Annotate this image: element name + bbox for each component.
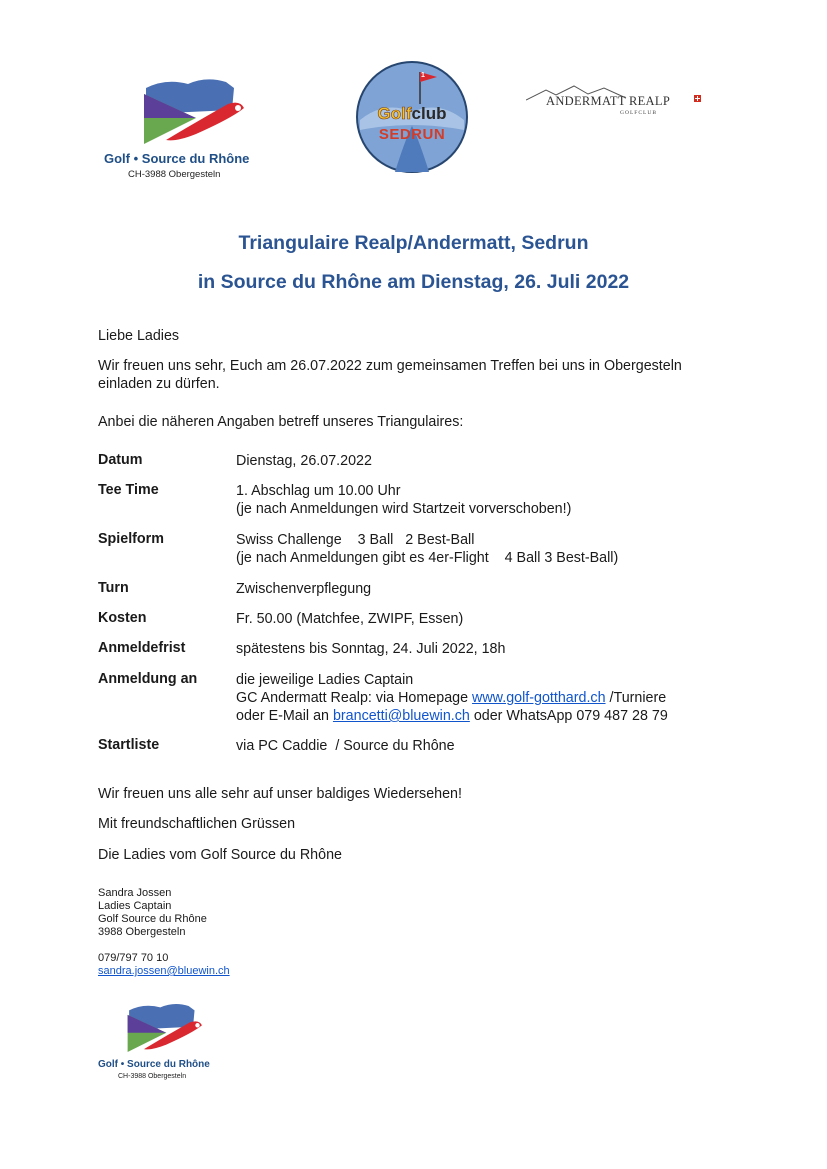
sedrun-place-text: SEDRUN: [378, 126, 446, 143]
logo-andermatt-realp: [526, 84, 706, 124]
intro-line-1: Wir freuen uns sehr, Euch am 26.07.2022 zum gemeinsamen Treffen bei uns in Obergesteln: [98, 358, 682, 374]
title-line-1: Triangulaire Realp/Andermatt, Sedrun: [238, 232, 589, 254]
spielform-label: Spielform: [98, 531, 164, 547]
source-du-rhone-name: Golf • Source du Rhône: [104, 151, 250, 166]
anmeldung-value-3-pre: oder E-Mail an: [236, 708, 333, 724]
signature-email-link[interactable]: sandra.jossen@bluewin.ch: [98, 965, 230, 977]
datum-value: Dienstag, 26.07.2022: [236, 453, 372, 469]
closing-line-2: Mit freundschaftlichen Grüssen: [98, 816, 296, 832]
footer-logo-address: CH-3988 Obergesteln: [118, 1073, 187, 1080]
title-line-2: in Source du Rhône am Dienstag, 26. Juli 2022: [197, 271, 630, 293]
brancetti-email-link[interactable]: brancetti@bluewin.ch: [332, 708, 470, 724]
closing-line-1: Wir freuen uns alle sehr auf unser baldiges Wiedersehen!: [98, 786, 462, 802]
sedrun-golf-text: Golf: [377, 104, 412, 123]
anmeldefrist-value: spätestens bis Sonntag, 24. Juli 2022, 18h: [236, 641, 506, 657]
footer-emblem-icon: [120, 1000, 220, 1058]
source-du-rhone-address: CH-3988 Obergesteln: [128, 169, 221, 180]
anmeldung-label: Anmeldung an: [98, 671, 198, 687]
footer-logo-source-du-rhone: [98, 1000, 218, 1084]
anmeldung-value-2-post: /Turniere: [605, 690, 667, 706]
turn-value: Zwischenverpflegung: [236, 581, 372, 597]
turn-label: Turn: [98, 580, 129, 596]
kosten-value: Fr. 50.00 (Matchfee, ZWIPF, Essen): [236, 611, 464, 627]
signature-club: Golf Source du Rhône: [98, 913, 207, 925]
signature-role: Ladies Captain: [98, 900, 172, 912]
spielform-value-1: Swiss Challenge 3 Ball 2 Best-Ball: [236, 532, 475, 548]
swiss-flag-icon: [694, 95, 701, 102]
andermatt-name: ANDERMATT REALP: [546, 94, 671, 108]
anmeldung-value-2: [236, 689, 666, 707]
anmeldung-value-2-pre: GC Andermatt Realp: via Homepage: [236, 690, 473, 706]
details-intro: Anbei die näheren Angaben betreff unseres Triangulaires:: [98, 414, 464, 430]
anmeldung-value-1: die jeweilige Ladies Captain: [236, 672, 414, 688]
sedrun-name-line: [367, 104, 457, 124]
sedrun-club-text: club: [411, 104, 447, 123]
signature-name: Sandra Jossen: [98, 887, 172, 899]
source-du-rhone-emblem-icon: [136, 74, 266, 152]
sedrun-flag-number: 1: [421, 72, 425, 79]
tee-time-value-2: (je nach Anmeldungen wird Startzeit vorverschoben!): [236, 501, 572, 517]
intro-line-2: einladen zu dürfen.: [98, 376, 220, 392]
tee-time-label: Tee Time: [98, 482, 159, 498]
datum-label: Datum: [98, 452, 143, 468]
anmeldung-value-3: [236, 707, 668, 725]
logo-source-du-rhone: [104, 74, 264, 184]
signature-phone: 079/797 70 10: [98, 952, 169, 964]
kosten-label: Kosten: [98, 610, 147, 626]
startliste-value: via PC Caddie / Source du Rhône: [236, 738, 455, 754]
greeting: Liebe Ladies: [98, 328, 180, 344]
anmeldung-value-3-post: oder WhatsApp 079 487 28 79: [469, 708, 668, 724]
andermatt-sub: GOLFCLUB: [620, 110, 658, 116]
tee-time-value-1: 1. Abschlag um 10.00 Uhr: [236, 483, 401, 499]
logo-sedrun: [355, 60, 469, 174]
startliste-label: Startliste: [98, 737, 160, 753]
closing-line-3: Die Ladies vom Golf Source du Rhône: [98, 847, 342, 863]
footer-logo-name: Golf • Source du Rhône: [98, 1059, 210, 1070]
spielform-value-2: (je nach Anmeldungen gibt es 4er-Flight 4 Ball 3 Best-Ball): [236, 550, 619, 566]
anmeldefrist-label: Anmeldefrist: [98, 640, 186, 656]
signature-city: 3988 Obergesteln: [98, 926, 186, 938]
golf-gotthard-link[interactable]: www.golf-gotthard.ch: [472, 690, 606, 706]
